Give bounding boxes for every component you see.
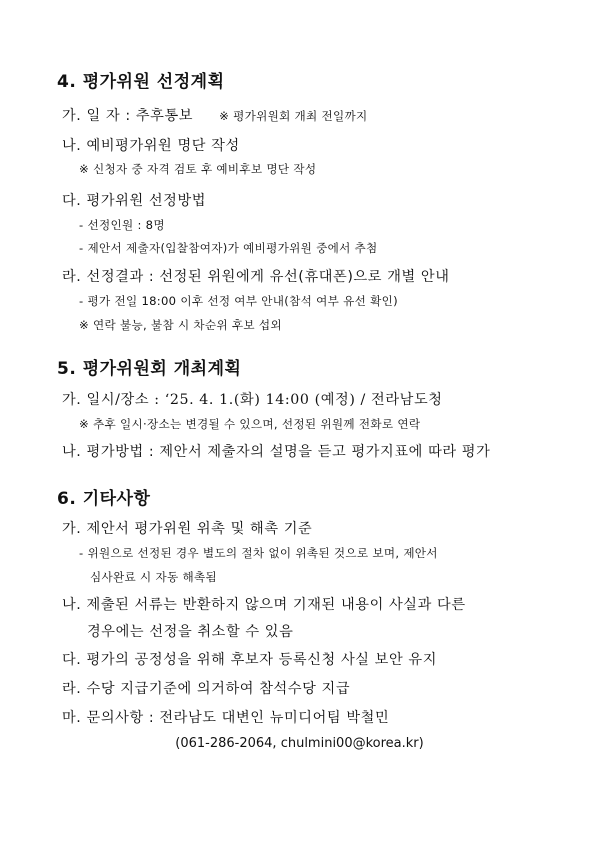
- sec4-na-note: ※ 신청자 중 자격 검토 후 예비후보 명단 작성: [79, 162, 317, 176]
- sec6-na-cont: 경우에는 선정을 취소할 수 있음: [87, 624, 294, 640]
- contact-info: (061-286-2064, chulmini00@korea.kr): [175, 736, 424, 751]
- sec4-item-ra: 라. 선정결과 : 선정된 위원에게 유선(휴대폰)으로 개별 안내: [62, 269, 450, 285]
- sec4-da-sub2: - 제안서 제출자(입찰참여자)가 예비평가위원 중에서 추첨: [79, 241, 378, 255]
- sec4-da-sub1: - 선정인원 : 8명: [79, 218, 165, 232]
- sec5-item-ga: 가. 일시/장소 : ‘25. 4. 1.(화) 14:00 (예정) / 전라남도청: [62, 392, 443, 408]
- sec5-item-na: 나. 평가방법 : 제안서 제출자의 설명을 듣고 평가지표에 따라 평가: [62, 444, 491, 460]
- sec4-ga-note: ※ 평가위원회 개최 전일까지: [219, 109, 368, 123]
- section-5-heading: 5. 평가위원회 개최계획: [57, 359, 242, 379]
- sec4-ra-note: ※ 연락 불능, 불참 시 차순위 후보 섭외: [79, 318, 282, 332]
- sec6-item-ma: 마. 문의사항 : 전라남도 대변인 뉴미디어팀 박철민: [62, 710, 390, 726]
- sec6-ga-sub1: - 위원으로 선정된 경우 별도의 절차 없이 위촉된 것으로 보며, 제안서: [79, 546, 438, 560]
- section-6-heading: 6. 기타사항: [57, 489, 151, 509]
- sec4-item-ga: [62, 105, 368, 125]
- sec4-item-da: 다. 평가위원 선정방법: [62, 193, 207, 209]
- sec5-ga-note: ※ 추후 일시·장소는 변경될 수 있으며, 선정된 위원께 전화로 연락: [79, 417, 421, 431]
- sec4-ga-text: 가. 일 자 : 추후통보: [62, 108, 194, 124]
- section-4-heading: 4. 평가위원 선정계획: [57, 72, 225, 92]
- sec6-item-ga: 가. 제안서 평가위원 위촉 및 해촉 기준: [62, 521, 313, 537]
- sec4-item-na: 나. 예비평가위원 명단 작성: [62, 138, 240, 154]
- sec6-item-ra: 라. 수당 지급기준에 의거하여 참석수당 지급: [62, 681, 351, 697]
- sec6-item-na: 나. 제출된 서류는 반환하지 않으며 기재된 내용이 사실과 다른: [62, 597, 466, 613]
- sec4-ra-sub1: - 평가 전일 18:00 이후 선정 여부 안내(참석 여부 유선 확인): [79, 294, 398, 308]
- sec6-item-da: 다. 평가의 공정성을 위해 후보자 등록신청 사실 보안 유지: [62, 652, 438, 668]
- sec6-ga-sub1-cont: 심사완료 시 자동 해촉됨: [90, 570, 217, 584]
